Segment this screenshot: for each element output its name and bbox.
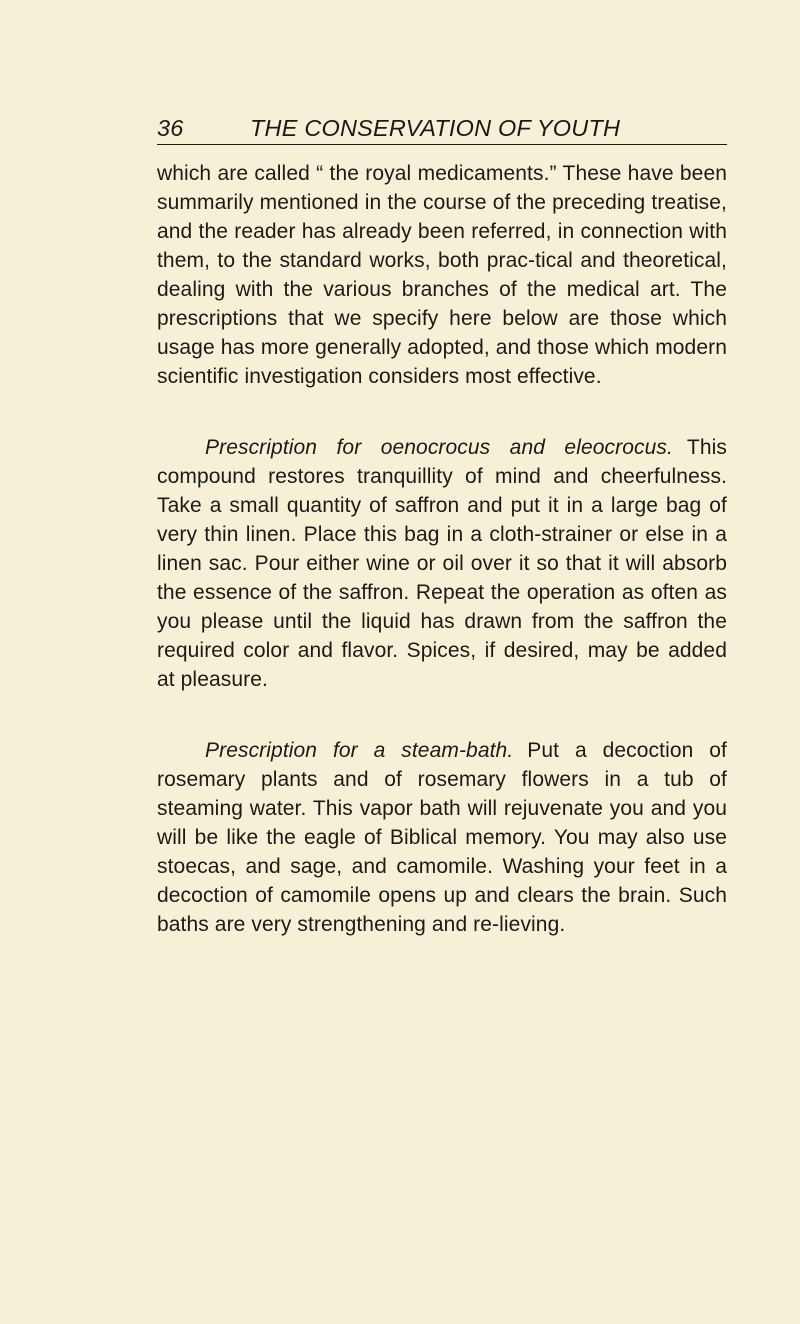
running-head — [157, 112, 727, 145]
prescription-text-steam-bath: Put a decoction of rosemary plants and of rosemary flowers in a tub of steaming water. This vapor bath will rejuvenate you and you will be like the eagle of Biblical memory. You may also use stoecas, and sage, and camomile. Washing your feet in a decoction of camomile opens up and clears the brain. Such baths are very strengthening and re-lieving. — [157, 739, 727, 936]
prescription-text-oenocrocus: This compound restores tranquillity of mind and cheerfulness. Take a small quantity of saffron and put it in a large bag of very thin linen. Place this bag in a cloth-strainer or else in a linen sac. Pour either wine or oil over it so that it will absorb the essence of the saffron. Repeat the operation as often as you please until the liquid has drawn from the saffron the required color and flavor. Spices, if desired, may be added at pleasure. — [157, 436, 727, 691]
prescription-heading-oenocrocus: Prescription for oenocrocus and eleocrocus. — [205, 436, 673, 459]
paragraph-oenocrocus — [157, 433, 727, 694]
book-page — [157, 112, 727, 939]
prescription-heading-steam-bath: Prescription for a steam-bath. — [205, 739, 514, 762]
page-number: 36 — [157, 115, 184, 141]
paragraph-steam-bath — [157, 736, 727, 939]
running-title: THE CONSERVATION OF YOUTH — [250, 115, 621, 141]
paragraph-intro: which are called “ the royal medicaments.” These have been summarily mentioned in the course of the preceding treatise, and the reader has already been referred, in connection with them, to the standard works, both prac-tical and theoretical, dealing with the various branches of the medical art. The prescriptions that we specify here below are those which usage has more generally adopted, and those which modern scientific investigation considers most effective. — [157, 162, 727, 388]
